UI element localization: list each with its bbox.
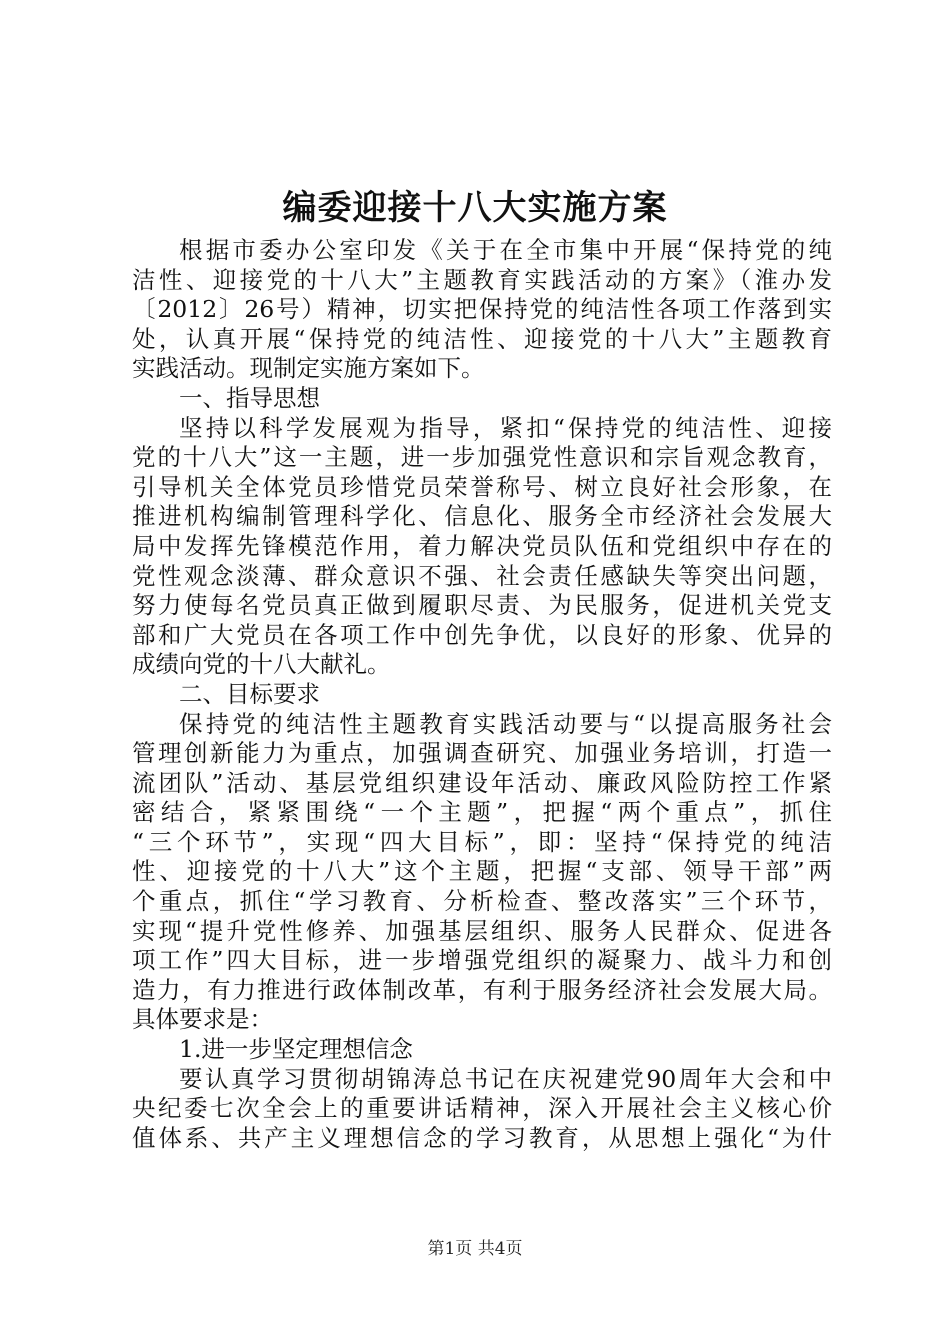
body-line	[132, 946, 832, 976]
body-line	[132, 650, 832, 680]
body-line-text: 坚持以科学发展观为指导，紧扣“保持党的纯洁性、迎接	[179, 413, 832, 442]
body-line	[132, 414, 832, 444]
body-line-text: 个重点，抓住“学习教育、分析检查、整改落实”三个环节，	[132, 887, 832, 916]
body-line	[132, 680, 832, 710]
body-line-text: 〔2012〕26号）精神，切实把保持党的纯洁性各项工作落到实	[132, 295, 832, 324]
body-line	[132, 710, 832, 740]
body-line-text: 引导机关全体党员珍惜党员荣誉称号、树立良好社会形象，在	[132, 472, 832, 501]
body-line-text: 实现“提升党性修养、加强基层组织、服务人民群众、促进各	[132, 916, 832, 945]
body-line-text: 一、指导思想	[179, 383, 320, 412]
body-line-text: 根据市委办公室印发《关于在全市集中开展“保持党的纯	[179, 236, 832, 264]
body-line	[132, 562, 832, 592]
body-line	[132, 1005, 832, 1035]
body-line-text: 党的十八大”这一主题，进一步加强党性意识和宗旨观念教育，	[132, 443, 832, 472]
body-line-text: 密结合，紧紧围绕“一个主题”，把握“两个重点”，抓住	[132, 798, 832, 827]
body-line-text: 处，认真开展“保持党的纯洁性、迎接党的十八大”主题教育	[132, 324, 832, 353]
body-line-text: 值体系、共产主义理想信念的学习教育，从思想上强化“为什	[132, 1123, 832, 1152]
body-line-text: 性、迎接党的十八大”这个主题，把握“支部、领导干部”两	[132, 857, 832, 886]
body-line	[132, 325, 832, 355]
body-line-text: 部和广大党员在各项工作中创先争优，以良好的形象、优异的	[132, 620, 832, 649]
body-line	[132, 828, 832, 858]
body-line-text: 造力，有力推进行政体制改革，有利于服务经济社会发展大局。	[132, 975, 832, 1004]
body-line	[132, 354, 832, 384]
page-footer: 第1页 共4页	[427, 1239, 523, 1259]
body-line-text: 二、目标要求	[179, 679, 320, 708]
body-line	[132, 739, 832, 769]
body-line	[132, 798, 832, 828]
document-title: 编委迎接十八大实施方案	[282, 188, 668, 228]
body-line-text: 1.进一步坚定理想信念	[179, 1035, 413, 1064]
body-line-text: 党性观念淡薄、群众意识不强、社会责任感缺失等突出问题，	[132, 561, 832, 590]
body-line	[132, 1065, 832, 1095]
body-line-text: 成绩向党的十八大献礼。	[132, 650, 391, 679]
body-line	[132, 887, 832, 917]
body-line	[132, 473, 832, 503]
body-line-text: 要认真学习贯彻胡锦涛总书记在庆祝建党90周年大会和中	[179, 1064, 832, 1093]
body-line	[132, 532, 832, 562]
body-line-text: 保持党的纯洁性主题教育实践活动要与“以提高服务社会	[179, 709, 832, 738]
body-line	[132, 295, 832, 325]
body-line-text: 央纪委七次全会上的重要讲话精神，深入开展社会主义核心价	[132, 1094, 832, 1123]
body-line-text: 项工作”四大目标，进一步增强党组织的凝聚力、战斗力和创	[132, 946, 832, 975]
body-line	[132, 769, 832, 799]
document-body	[132, 236, 832, 1153]
body-line	[132, 236, 832, 266]
body-line-text: 推进机构编制管理科学化、信息化、服务全市经济社会发展大	[132, 502, 832, 531]
body-line-text: 实践活动。现制定实施方案如下。	[132, 354, 485, 383]
body-line	[132, 443, 832, 473]
body-line-text: 洁性、迎接党的十八大”主题教育实践活动的方案》（淮办发	[132, 265, 832, 294]
body-line	[132, 1035, 832, 1065]
body-line	[132, 1124, 832, 1154]
body-line	[132, 976, 832, 1006]
body-line	[132, 857, 832, 887]
body-line-text: 流团队”活动、基层党组织建设年活动、廉政风险防控工作紧	[132, 768, 832, 797]
body-line	[132, 621, 832, 651]
body-line	[132, 1094, 832, 1124]
body-line-text: “三个环节”，实现“四大目标”，即：坚持“保持党的纯洁	[132, 827, 832, 856]
body-line-text: 具体要求是：	[132, 1005, 273, 1034]
body-line	[132, 502, 832, 532]
body-line	[132, 384, 832, 414]
body-line-text: 管理创新能力为重点，加强调查研究、加强业务培训，打造一	[132, 739, 832, 768]
body-line	[132, 917, 832, 947]
body-line	[132, 266, 832, 296]
body-line-text: 局中发挥先锋模范作用，着力解决党员队伍和党组织中存在的	[132, 531, 832, 560]
body-line-text: 努力使每名党员真正做到履职尽责、为民服务，促进机关党支	[132, 591, 832, 620]
body-line	[132, 591, 832, 621]
